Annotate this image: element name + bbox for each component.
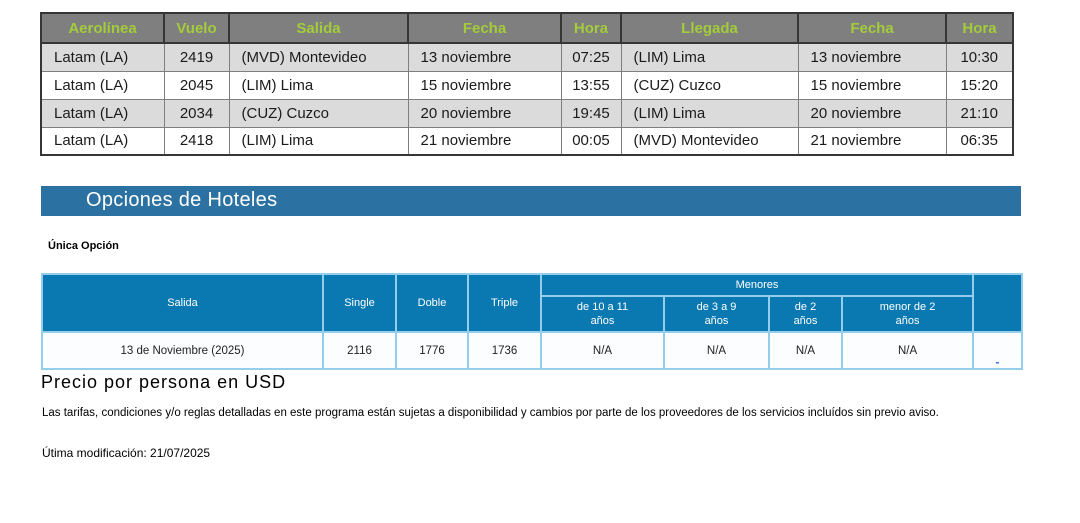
col-header-fecha-salida: Fecha xyxy=(408,13,561,43)
flight-row xyxy=(41,43,1013,71)
col-header-vuelo: Vuelo xyxy=(164,13,229,43)
cell-hora-llegada: 21:10 xyxy=(946,99,1013,127)
cell-vuelo: 2045 xyxy=(164,71,229,99)
subheader-line2: años xyxy=(704,315,729,327)
cell-hora-salida: 00:05 xyxy=(561,127,621,155)
col-header-hora-llegada: Hora xyxy=(946,13,1013,43)
cell-fecha-salida: 21 noviembre xyxy=(408,127,561,155)
cell-salida: (LIM) Lima xyxy=(229,71,408,99)
col-header-menores-10-11 xyxy=(541,296,664,332)
col-header-menores-2 xyxy=(769,296,842,332)
cell-hora-llegada: 15:20 xyxy=(946,71,1013,99)
last-modified-text: Útima modificación: 21/07/2025 xyxy=(42,446,211,460)
col-header-salida: Salida xyxy=(229,13,408,43)
col-header-triple: Triple xyxy=(468,274,541,332)
col-header-menores-under-2 xyxy=(842,296,973,332)
subheader-line1: menor de 2 xyxy=(879,300,936,313)
flight-row xyxy=(41,71,1013,99)
col-header-hora-salida: Hora xyxy=(561,13,621,43)
subheader-line1: de 3 a 9 xyxy=(696,300,737,313)
option-label: Única Opción xyxy=(48,240,119,252)
hotel-price-table xyxy=(41,273,1023,370)
cell-aerolinea: Latam (LA) xyxy=(41,99,164,127)
col-header-menores-3-9 xyxy=(664,296,769,332)
col-header-fecha-llegada: Fecha xyxy=(798,13,946,43)
col-header-single: Single xyxy=(323,274,396,332)
flight-row xyxy=(41,127,1013,155)
cell-empty-last xyxy=(973,332,1022,369)
cell-fecha-salida: 15 noviembre xyxy=(408,71,561,99)
cell-aerolinea: Latam (LA) xyxy=(41,127,164,155)
cell-menores-2: N/A xyxy=(769,332,842,369)
subheader-line2: años xyxy=(895,315,920,327)
cell-vuelo: 2418 xyxy=(164,127,229,155)
disclaimer-text: Las tarifas, condiciones y/o reglas detalladas en este programa están sujetas a disponibilidad y cambios por parte de los proveedores de los servicios incluídos sin previo aviso. xyxy=(42,407,939,419)
col-header-salida-hotel: Salida xyxy=(42,274,323,332)
cell-salida: (MVD) Montevideo xyxy=(229,43,408,71)
cell-hora-llegada: 10:30 xyxy=(946,43,1013,71)
cell-fecha-llegada: 21 noviembre xyxy=(798,127,946,155)
cell-salida: (LIM) Lima xyxy=(229,127,408,155)
cell-llegada: (MVD) Montevideo xyxy=(621,127,798,155)
cell-aerolinea: Latam (LA) xyxy=(41,43,164,71)
cell-fecha-llegada: 20 noviembre xyxy=(798,99,946,127)
hotel-header-row-1 xyxy=(42,274,1022,296)
hotel-price-row xyxy=(42,332,1022,369)
cell-fecha-llegada: 13 noviembre xyxy=(798,43,946,71)
subheader-line1: de 2 xyxy=(794,300,817,313)
subheader-line1: de 10 a 11 xyxy=(576,300,629,313)
subheader-line2: años xyxy=(793,315,818,327)
col-header-llegada: Llegada xyxy=(621,13,798,43)
cell-llegada: (LIM) Lima xyxy=(621,99,798,127)
subheader-line2: años xyxy=(590,315,615,327)
cell-fecha-salida: 13 noviembre xyxy=(408,43,561,71)
price-per-person-note: Precio por persona en USD xyxy=(41,372,287,392)
flights-header-row xyxy=(41,13,1013,43)
cell-vuelo: 2034 xyxy=(164,99,229,127)
hotels-section-banner: Opciones de Hoteles xyxy=(41,186,1021,216)
cell-llegada: (LIM) Lima xyxy=(621,43,798,71)
cell-vuelo: 2419 xyxy=(164,43,229,71)
cell-menores-under-2: N/A xyxy=(842,332,973,369)
cell-salida-fecha: 13 de Noviembre (2025) xyxy=(42,332,323,369)
cell-fecha-salida: 20 noviembre xyxy=(408,99,561,127)
col-header-aerolinea: Aerolínea xyxy=(41,13,164,43)
cell-menores-3-9: N/A xyxy=(664,332,769,369)
cell-salida: (CUZ) Cuzco xyxy=(229,99,408,127)
cell-hora-llegada: 06:35 xyxy=(946,127,1013,155)
cell-doble-price: 1776 xyxy=(396,332,468,369)
cell-triple-price: 1736 xyxy=(468,332,541,369)
cell-menores-10-11: N/A xyxy=(541,332,664,369)
last-cell-link[interactable]: - xyxy=(995,355,1000,369)
flights-table xyxy=(40,12,1014,156)
flight-row xyxy=(41,99,1013,127)
cell-fecha-llegada: 15 noviembre xyxy=(798,71,946,99)
cell-single-price: 2116 xyxy=(323,332,396,369)
cell-hora-salida: 07:25 xyxy=(561,43,621,71)
cell-hora-salida: 13:55 xyxy=(561,71,621,99)
cell-hora-salida: 19:45 xyxy=(561,99,621,127)
cell-llegada: (CUZ) Cuzco xyxy=(621,71,798,99)
col-header-doble: Doble xyxy=(396,274,468,332)
col-header-menores: Menores xyxy=(541,274,973,296)
col-header-empty xyxy=(973,274,1022,332)
cell-aerolinea: Latam (LA) xyxy=(41,71,164,99)
